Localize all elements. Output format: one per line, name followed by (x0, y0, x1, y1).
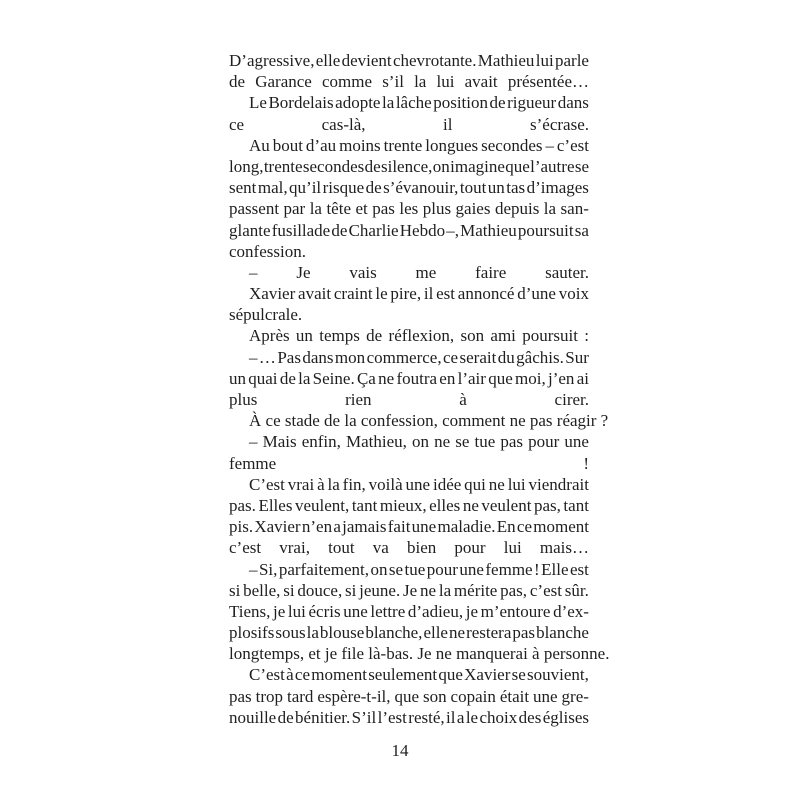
word: idée (432, 474, 462, 494)
word: nouille (229, 707, 277, 727)
word: la (309, 199, 322, 219)
word: tue (474, 432, 496, 452)
word: risque (322, 178, 365, 198)
word: ne (420, 580, 437, 600)
text-line (229, 177, 589, 198)
word: se (511, 665, 526, 685)
word: on (370, 559, 388, 579)
word: elle (423, 623, 448, 643)
word: secondes (302, 156, 365, 176)
word: la (327, 474, 340, 494)
word: imagine (450, 156, 505, 176)
word: Seine. (312, 368, 355, 388)
word: sûr. (564, 580, 589, 600)
word: si (283, 580, 295, 600)
word: m’entoure (480, 601, 551, 621)
word: ce (516, 517, 533, 537)
word: que (505, 156, 530, 176)
word: pour (426, 559, 458, 579)
word: elle (315, 51, 341, 70)
word: tue (404, 559, 426, 579)
word: une (533, 686, 558, 706)
word: ne (434, 432, 451, 452)
word: – (249, 559, 258, 579)
text-line (229, 220, 589, 241)
word: ce (294, 665, 310, 685)
word: bout (272, 135, 303, 155)
word: restera (466, 623, 512, 643)
word: parle (554, 51, 589, 70)
word: parfaitement, (278, 559, 369, 579)
word: sent (229, 178, 257, 198)
word: c’est (556, 135, 589, 155)
word: pas (229, 686, 252, 706)
line-text: Après un temps de réflexion, son ami poursuit : (249, 326, 589, 346)
word: par (283, 199, 306, 219)
text-line (229, 707, 589, 728)
word: que (438, 665, 463, 685)
text-line (229, 686, 589, 707)
text-line (229, 453, 589, 474)
word: la (438, 580, 452, 600)
word: pas. (229, 495, 256, 515)
word: pas (512, 623, 536, 643)
word: des (518, 707, 542, 727)
word: femme (485, 559, 533, 579)
word: lâche (395, 93, 432, 113)
word: je (273, 601, 286, 621)
text-line (229, 325, 589, 346)
word: lui (507, 474, 526, 494)
word: écris (308, 601, 341, 621)
word: une (411, 517, 437, 537)
word: lui (287, 601, 306, 621)
text-line (229, 156, 589, 177)
text-line (229, 516, 589, 537)
word: Sur (565, 347, 589, 367)
text-line (229, 559, 589, 580)
word: de (277, 707, 294, 727)
word: un (229, 368, 246, 388)
word: tout (459, 178, 487, 198)
word: secondes (481, 135, 543, 155)
word: le (375, 284, 388, 304)
text-line (229, 198, 589, 219)
word: lui (535, 51, 554, 70)
word: copain (450, 686, 496, 706)
word: gâchis. (516, 347, 564, 367)
word: – (545, 135, 554, 155)
word: l’est (377, 707, 407, 727)
word: une (459, 559, 484, 579)
word: Bordelais (268, 93, 334, 113)
text-line (229, 474, 589, 495)
word: Pas (277, 347, 301, 367)
word: trop (255, 686, 284, 706)
word: Tiens, (229, 601, 271, 621)
word: moins (339, 135, 381, 155)
word: … (258, 347, 276, 367)
word: je (465, 601, 478, 621)
word: voix (558, 284, 589, 304)
text-line (229, 50, 589, 71)
word: l’autre (530, 156, 575, 176)
word: une (343, 601, 368, 621)
word: Xavier (249, 284, 296, 304)
word: Elles (258, 495, 293, 515)
word: –, (446, 220, 459, 240)
word: en (439, 368, 456, 388)
word: veulent (481, 495, 532, 515)
page-number: 14 (391, 741, 409, 760)
word: tant (563, 495, 589, 515)
word: blanche, (365, 623, 423, 643)
text-line (229, 643, 610, 664)
word: seulement (368, 665, 438, 685)
word: églises (542, 707, 589, 727)
word: jamais (342, 517, 387, 537)
word: devient (341, 51, 392, 70)
line-text: sépulcrale. (229, 305, 303, 325)
word: que (394, 686, 420, 706)
word: Au (249, 135, 270, 155)
word: Mathieu (460, 220, 517, 240)
word: gre- (561, 686, 589, 706)
word: mieux, (379, 495, 427, 515)
text-line (229, 241, 589, 262)
word: de (364, 156, 381, 176)
word: trente (383, 135, 423, 155)
word: pour (528, 432, 560, 452)
word: blanche (536, 623, 589, 643)
word: dans (302, 347, 334, 367)
word: vrai (287, 474, 315, 494)
word: longues (425, 135, 479, 155)
word: a (333, 517, 341, 537)
word: ne (449, 623, 466, 643)
word: le (465, 707, 479, 727)
word: de (331, 220, 348, 240)
line-text: femme ! (229, 453, 589, 473)
word: pis. (229, 517, 254, 537)
word: et (355, 199, 368, 219)
word: du (497, 347, 515, 367)
word: la (543, 199, 557, 219)
word: à (317, 474, 325, 494)
word: Je (403, 580, 418, 600)
text-line (229, 347, 589, 368)
word: Si, (258, 559, 278, 579)
word: de (279, 368, 296, 388)
word: moment (533, 517, 589, 537)
word: viendrait (528, 474, 589, 494)
word: Charlie (348, 220, 399, 240)
word: veulent, (294, 495, 350, 515)
word: Xavier (254, 517, 301, 537)
word: Mathieu, (345, 432, 407, 452)
word: avait (298, 284, 332, 304)
word: C’est (249, 665, 285, 685)
word: est (570, 559, 589, 579)
word: mérite (453, 580, 498, 600)
text-line (229, 114, 589, 135)
word: Xavier (464, 665, 511, 685)
word: il (423, 284, 434, 304)
word: sa (574, 220, 589, 240)
word: tard (286, 686, 314, 706)
text-line (229, 410, 609, 431)
word: douce, (297, 580, 343, 600)
word: adopte (335, 93, 381, 113)
word: ! (534, 559, 540, 579)
word: espère-t-il, (317, 686, 391, 706)
word: la (382, 93, 395, 113)
word: choix (479, 707, 518, 727)
word: S’il (351, 707, 377, 727)
word: pas, (533, 495, 561, 515)
word: rigueur (507, 93, 557, 113)
word: poursuit (517, 220, 574, 240)
word: tas (506, 178, 526, 198)
word: se (388, 559, 404, 579)
word: foutra (396, 368, 438, 388)
word: de (489, 93, 506, 113)
word: d’ex- (553, 601, 589, 621)
word: bénitier. (295, 707, 351, 727)
word: d’une (517, 284, 556, 304)
text-line (229, 664, 589, 685)
word: D’agressive, (229, 51, 315, 70)
word: son (422, 686, 447, 706)
word: est (436, 284, 456, 304)
word: la (306, 623, 319, 643)
word: l’air (457, 368, 486, 388)
word: annoncé (457, 284, 515, 304)
line-text: À ce stade de la confession, comment ne pas réagir ? (249, 411, 609, 431)
word: C’est (249, 474, 285, 494)
word: dans (557, 93, 589, 113)
word: qui (464, 474, 486, 494)
word: Le (249, 93, 267, 113)
text-line (229, 495, 589, 516)
word: gaies (455, 199, 491, 219)
word: ne (378, 368, 395, 388)
text-line (229, 622, 589, 643)
word: n’en (301, 517, 333, 537)
text-line (229, 135, 589, 156)
word: glante (229, 220, 271, 240)
text-line (229, 389, 589, 410)
word: blouse (319, 623, 365, 643)
word: craint (333, 284, 373, 304)
word: sous (275, 623, 306, 643)
word: Ça (356, 368, 376, 388)
word: se (455, 432, 470, 452)
text-line (229, 262, 589, 283)
text-line (229, 601, 589, 622)
word: depuis (494, 199, 540, 219)
word: la (298, 368, 311, 388)
word: chevrotante. (392, 51, 477, 70)
word: silence, (380, 156, 433, 176)
word: les (399, 199, 419, 219)
word: san- (560, 199, 589, 219)
word: pire, (390, 284, 422, 304)
word: position (433, 93, 489, 113)
text-line (229, 368, 589, 389)
word: à (286, 665, 294, 685)
word: lettre (370, 601, 406, 621)
word: fait (387, 517, 411, 537)
word: un (487, 178, 505, 198)
word: serait (459, 347, 497, 367)
word: Mathieu (477, 51, 535, 70)
text-line (229, 580, 589, 601)
word: souvient, (527, 665, 589, 685)
word: c’est (529, 580, 562, 600)
word: mal, (257, 178, 288, 198)
word: Elle (541, 559, 569, 579)
word: ne (488, 474, 505, 494)
word: voilà (368, 474, 403, 494)
word: quai (248, 368, 278, 388)
word: moment (311, 665, 367, 685)
line-text: c’est vrai, tout va bien pour lui mais… (229, 538, 589, 558)
text-line (229, 92, 589, 113)
line-text: – Je vais me faire sauter. (249, 262, 589, 282)
word: trente (263, 156, 303, 176)
word: on (411, 432, 429, 452)
word: on (432, 156, 450, 176)
word: En (496, 517, 516, 537)
word: une (405, 474, 431, 494)
text-line (229, 431, 589, 452)
word: pas (372, 199, 395, 219)
word: se (574, 156, 589, 176)
text-line (229, 283, 589, 304)
word: ce (443, 347, 459, 367)
word: d’adieu, (407, 601, 464, 621)
word: tant (351, 495, 378, 515)
body-text (229, 50, 610, 728)
word: long, (229, 156, 264, 176)
word: Mais (262, 432, 297, 452)
word: commerce, (366, 347, 442, 367)
word: resté, (408, 707, 445, 727)
word: de (365, 178, 382, 198)
word: elles (429, 495, 461, 515)
word: plosifs (229, 623, 275, 643)
word: il (446, 707, 456, 727)
line-text: longtemps, et je file là-bas. Je ne manquerai à personne. (229, 644, 610, 664)
text-line (229, 304, 589, 325)
word: était (499, 686, 530, 706)
word: plus (422, 199, 452, 219)
word: – (249, 347, 258, 367)
line-text: de Garance comme s’il la lui avait présentée… (229, 72, 589, 92)
word: jeune. (359, 580, 401, 600)
text-line (229, 71, 589, 92)
word: – (249, 432, 258, 452)
word: s’évanouir, (383, 178, 459, 198)
word: enfin, (301, 432, 341, 452)
word: ne (462, 495, 479, 515)
word: mon (334, 347, 366, 367)
word: passent (229, 199, 280, 219)
word: belle, (243, 580, 281, 600)
word: d’au (305, 135, 337, 155)
word: si (229, 580, 241, 600)
word: que (488, 368, 513, 388)
word: pas (500, 432, 524, 452)
line-text: ce cas-là, il s’écrase. (229, 114, 589, 134)
word: Hebdo (399, 220, 446, 240)
word: pas, (500, 580, 528, 600)
word: fin, (342, 474, 366, 494)
word: ai (576, 368, 589, 388)
word: tête (326, 199, 351, 219)
line-text: plus rien à cirer. (229, 390, 589, 409)
word: moi, (515, 368, 546, 388)
word: si (345, 580, 357, 600)
word: a (456, 707, 465, 727)
line-text: confession. (229, 241, 306, 261)
word: j’en (547, 368, 575, 388)
word: fusillade (271, 220, 331, 240)
word: d’images (526, 178, 589, 198)
text-line (229, 537, 589, 558)
word: qu’il (289, 178, 322, 198)
word: une (564, 432, 589, 452)
word: maladie. (437, 517, 496, 537)
